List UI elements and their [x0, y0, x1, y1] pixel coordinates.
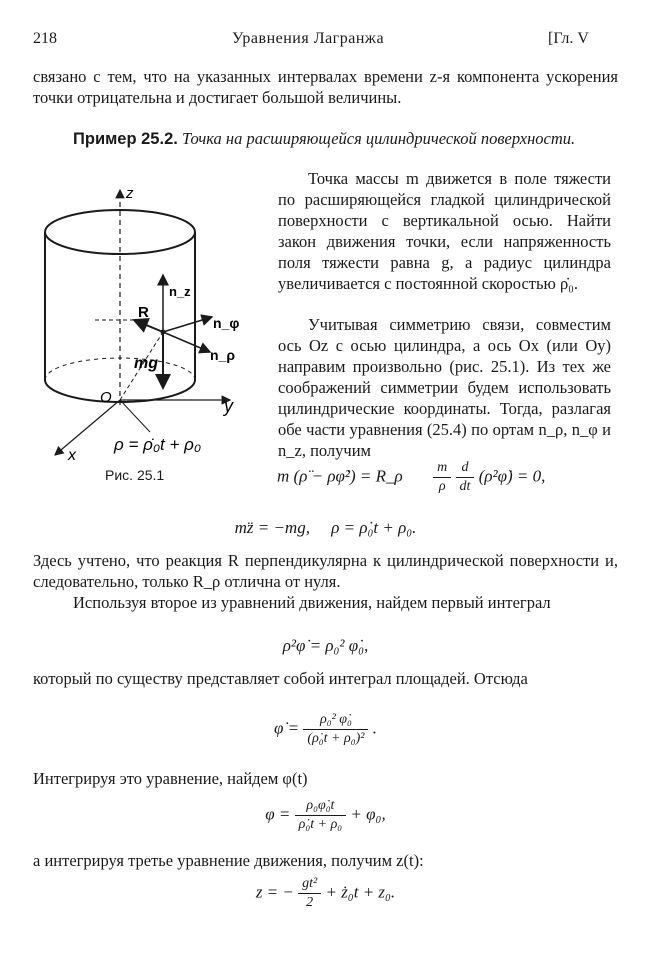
eq4-tail: .	[372, 718, 377, 738]
running-title: Уравнения Лагранжа	[232, 30, 385, 47]
reaction-vector	[134, 320, 163, 332]
example-label: Пример 25.2.	[73, 130, 178, 148]
intro-paragraph: связано с тем, что на указанных интервалах времени z-я компонента ускорения точки отрицательна и достигает большой величины.	[33, 67, 618, 107]
symmetry-text: Учитывая симметрию связи, совместим ось Oz с осью цилиндра, а ось Ox (или Oy) направим произвольно (рис. 25.1). Из тех же соображений симметрии будем использовать цилиндрические координаты. Тогда, разлагая обе части уравнения (25.4) по ортам n_ρ, n_φ и n_z, получим	[278, 315, 611, 460]
n-phi-label: n_φ	[213, 315, 240, 331]
chapter-label: [Гл. V	[548, 30, 589, 47]
eq1-frac1-num: m	[433, 460, 451, 478]
n-rho-label: n_ρ	[210, 347, 235, 363]
eq6-tail: + ż₀t + z₀.	[325, 882, 396, 902]
n-phi-vector	[163, 317, 212, 332]
z-axis-label: z	[126, 185, 134, 202]
equation-3: ρ²φ̇ = ρ₀² φ̇₀,	[282, 636, 369, 655]
eq1-frac2-den: dt	[459, 479, 471, 494]
radius-law-label: ρ = ρ̇₀t + ρ₀	[114, 435, 202, 454]
eq6-num: gt²	[298, 876, 321, 894]
eq1-tail: (ρ²φ̇) = 0,	[478, 466, 546, 486]
eq4-num: ρ₀² φ̇₀	[303, 712, 368, 730]
equation-6	[33, 876, 618, 911]
radius-pointer	[120, 400, 150, 432]
x-axis	[55, 400, 120, 455]
integrate-phi-text: Интегрируя это уравнение, найдем φ(t)	[33, 769, 308, 788]
eq1-frac1-den: ρ	[438, 479, 446, 494]
n-rho-vector	[163, 332, 210, 352]
equation-4	[33, 712, 618, 747]
eq5-den: ρ̇₀t + ρ₀	[298, 817, 343, 832]
eq6-den: 2	[306, 895, 314, 910]
first-integral-intro: Используя второе из уравнений движения, найдем первый интеграл	[73, 593, 551, 612]
eq4-lhs: φ̇ =	[274, 718, 300, 738]
integrate-z-text: а интегрируя третье уравнение движения, получим z(t):	[33, 851, 424, 870]
x-axis-label: x	[68, 447, 76, 464]
reaction-label: R	[138, 304, 149, 321]
equation-1	[277, 460, 617, 495]
equation-5	[33, 798, 618, 833]
gravity-label: mg	[134, 355, 158, 372]
eq5-tail: + φ₀,	[350, 804, 386, 824]
example-heading	[33, 128, 618, 150]
figure-25-1	[30, 180, 265, 485]
page-number: 218	[33, 30, 57, 47]
eq1-frac2-num: d	[456, 460, 475, 478]
example-title: Точка на расширяющейся цилиндрической поверхности.	[181, 129, 576, 148]
eq6-lhs: z = −	[255, 882, 294, 902]
origin-label: O	[100, 389, 112, 406]
equation-2: mz̈ = −mg, ρ = ρ̇₀t + ρ₀.	[234, 518, 417, 537]
eq4-den: (ρ̇₀t + ρ₀)²	[307, 731, 365, 746]
eq5-num: ρ₀φ̇₀t	[295, 798, 347, 816]
figure-caption: Рис. 25.1	[105, 467, 165, 483]
eq5-lhs: φ =	[265, 804, 291, 824]
eq1-left: m (ρ̈ − ρφ̇²) = R_ρ	[277, 466, 403, 486]
n-z-label: n_z	[169, 284, 191, 299]
cylinder-diagram	[30, 180, 265, 485]
y-axis-label: y	[224, 396, 233, 416]
reaction-note: Здесь учтено, что реакция R перпендикулярна к цилиндрической поверхности и, следовательно, только R_ρ отлична от нуля.	[33, 551, 618, 591]
problem-text: Точка массы m движется в поле тяжести по расширяющейся гладкой цилиндрической поверхности с вертикальной осью. Найти закон движения точки, если напряженность поля тяжести равна g, а радиус цилиндра увеличивается с постоянной скоростью ρ̇₀.	[278, 169, 611, 293]
areas-integral-text: который по существу представляет собой интеграл площадей. Отсюда	[33, 669, 528, 688]
